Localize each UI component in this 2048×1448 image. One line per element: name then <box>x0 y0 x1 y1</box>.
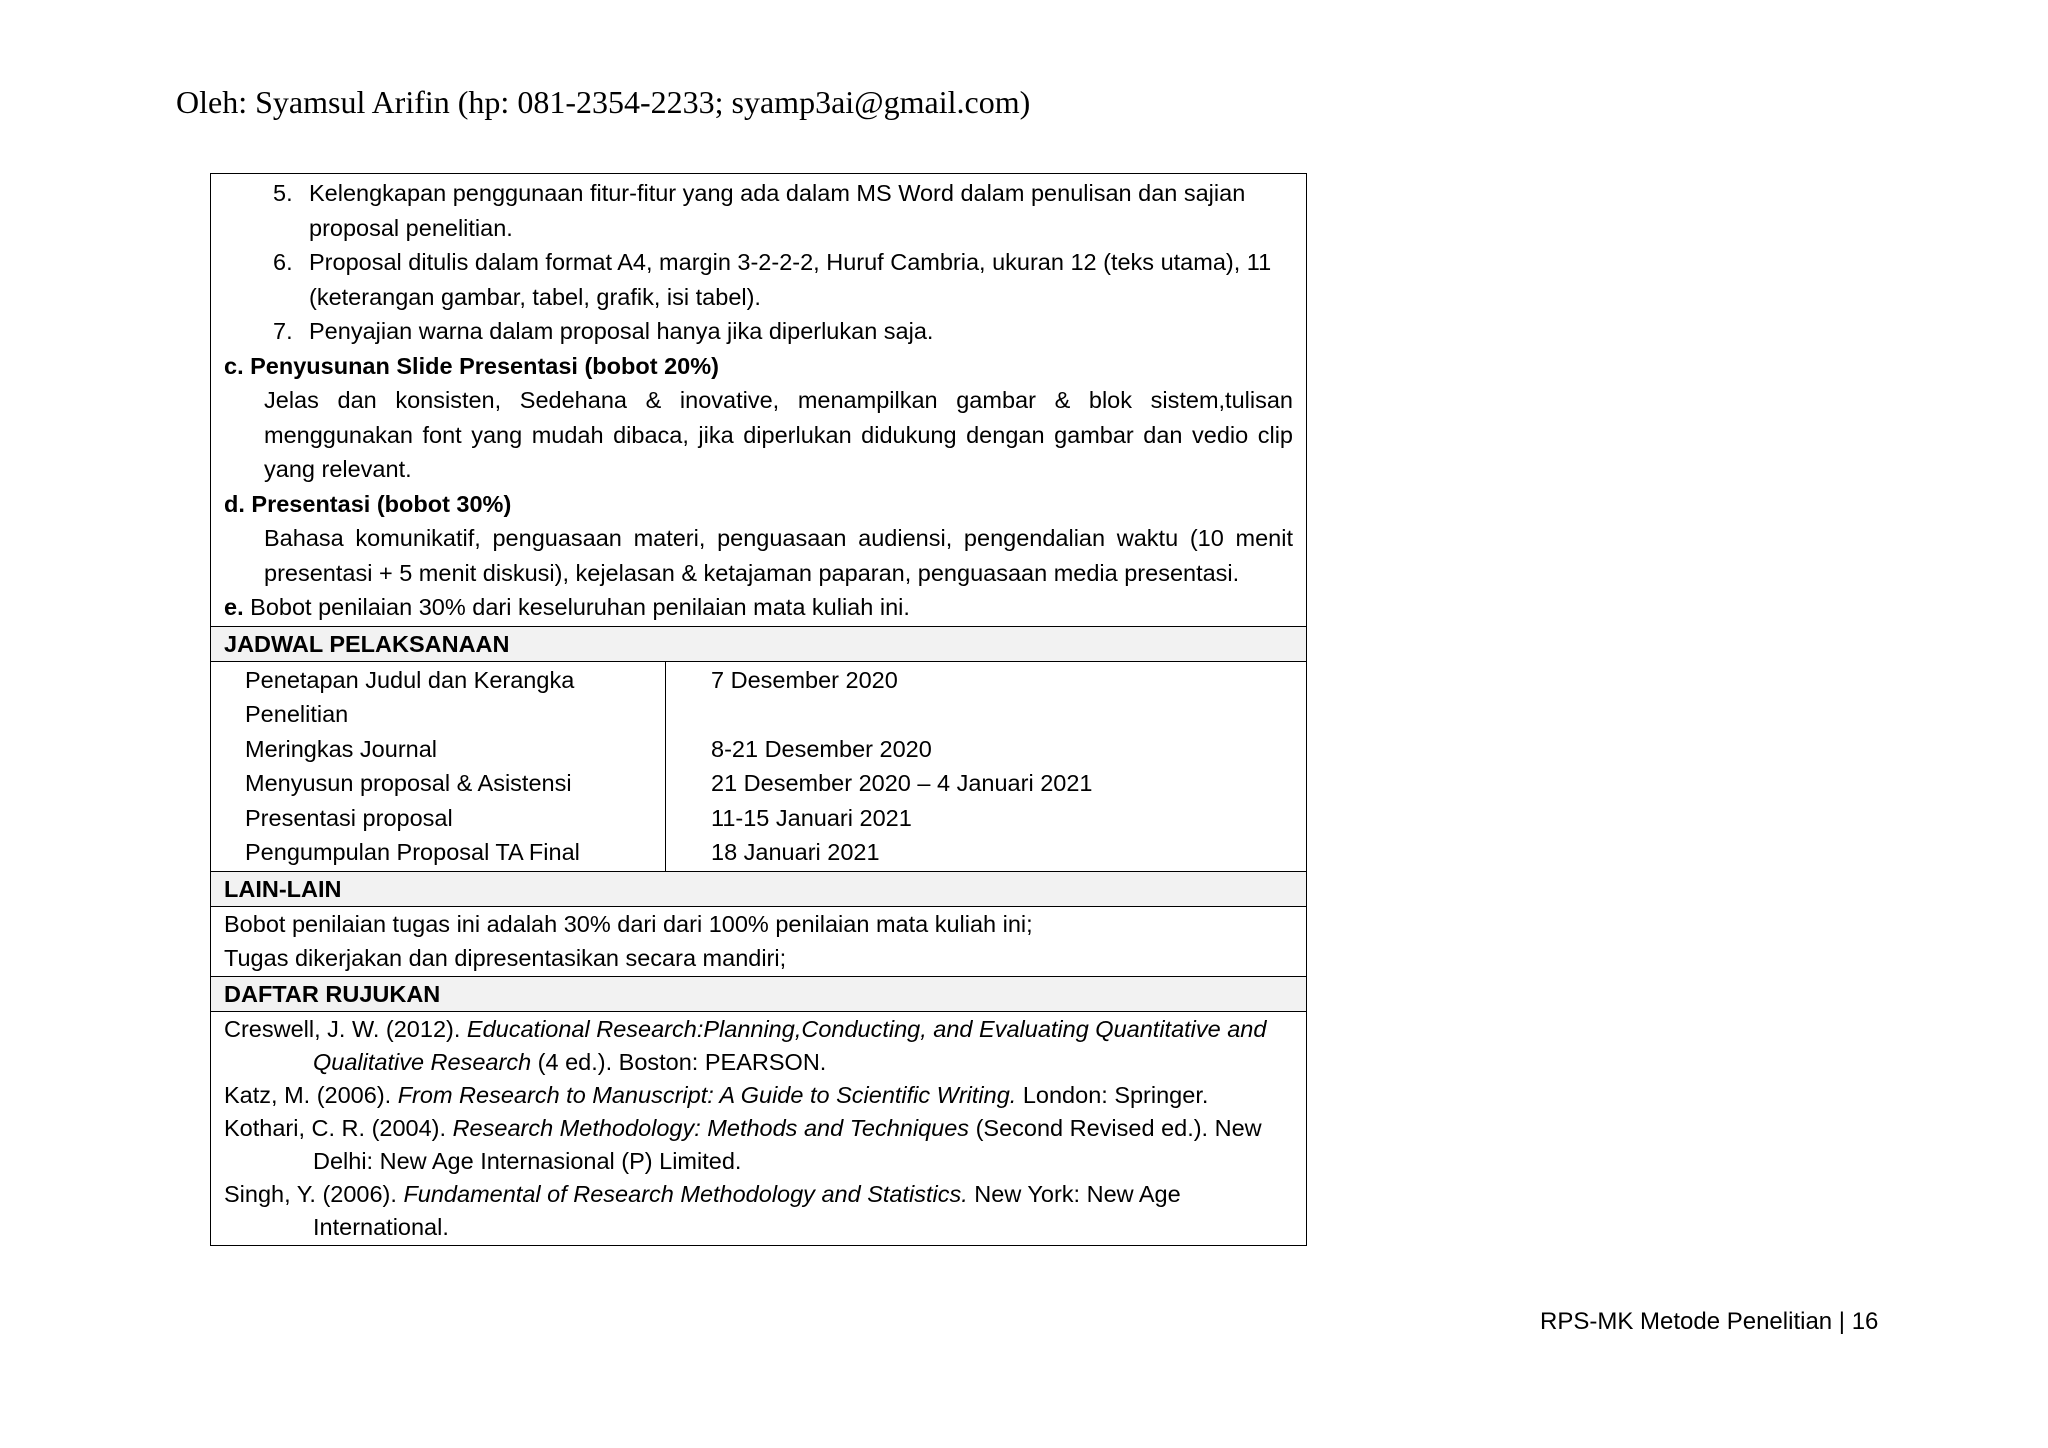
slide-presentation-text: Jelas dan konsisten, Sedehana & inovative, menampilkan gambar & blok sistem,tulisan menggunakan font yang mudah dibaca, jika diperlukan didukung dengan gambar dan vedio clip yang relevant. <box>264 387 1293 482</box>
weight-note: e. Bobot penilaian 30% dari keseluruhan penilaian mata kuliah ini. <box>224 594 910 620</box>
reference-item: Singh, Y. (2006). Fundamental of Research Methodology and Statistics. New York: New Age International. <box>224 1180 1181 1240</box>
presentation-text: Bahasa komunikatif, penguasaan materi, penguasaan audiensi, pengendalian waktu (10 menit presentasi + 5 menit diskusi), kejelasan & ketajaman paparan, penguasaan media presentasi. <box>264 525 1293 586</box>
schedule-divider <box>665 662 666 871</box>
reference-item: Creswell, J. W. (2012). Educational Research:Planning,Conducting, and Evaluating Quantitative and Qualitative Research (4 ed.). Boston: PEARSON. <box>224 1015 1267 1075</box>
rps-table <box>210 173 1307 1246</box>
other-line: Bobot penilaian tugas ini adalah 30% dari dari 100% penilaian mata kuliah ini; <box>224 910 1033 937</box>
reference-item: Kothari, C. R. (2004). Research Methodology: Methods and Techniques (Second Revised ed.). New Delhi: New Age Internasional (P) Limited. <box>224 1114 1262 1174</box>
page-footer: RPS-MK Metode Penelitian | 16 <box>1540 1308 1879 1335</box>
reference-item: Katz, M. (2006). From Research to Manuscript: A Guide to Scientific Writing. London: Springer. <box>224 1081 1209 1108</box>
schedule-row: Penetapan Judul dan Kerangka Penelitian 7 Desember 2020 <box>245 666 898 727</box>
schedule-row: Menyusun proposal & Asistensi 21 Desember 2020 – 4 Januari 2021 <box>245 770 1093 796</box>
references-cell <box>211 1011 1307 1245</box>
references-heading-cell <box>211 976 1307 1011</box>
schedule-cell <box>211 661 1307 871</box>
criteria-item: 6. Proposal ditulis dalam format A4, margin 3-2-2-2, Huruf Cambria, ukuran 12 (teks utama), 11 (keterangan gambar, tabel, grafik, isi tabel). <box>273 249 1272 310</box>
schedule-heading-cell <box>211 626 1307 661</box>
schedule-row: Pengumpulan Proposal TA Final 18 Januari 2021 <box>245 839 880 865</box>
criteria-item: 7. Penyajian warna dalam proposal hanya jika diperlukan saja. <box>273 318 934 344</box>
slide-presentation-heading: c. Penyusunan Slide Presentasi (bobot 20%) <box>224 352 719 379</box>
other-heading-cell <box>211 871 1307 906</box>
other-cell <box>211 906 1307 976</box>
schedule-row: Meringkas Journal 8-21 Desember 2020 <box>245 735 932 762</box>
schedule-row: Presentasi proposal 11-15 Januari 2021 <box>245 804 912 831</box>
author-line: Oleh: Syamsul Arifin (hp: 081-2354-2233; syamp3ai@gmail.com) <box>176 84 1031 120</box>
criteria-item: 5. Kelengkapan penggunaan fitur-fitur yang ada dalam MS Word dalam penulisan dan sajian proposal penelitian. <box>273 180 1246 241</box>
schedule-heading: JADWAL PELAKSANAAN <box>211 627 1306 661</box>
other-heading: LAIN-LAIN <box>211 872 1306 906</box>
references-heading: DAFTAR RUJUKAN <box>211 977 1306 1011</box>
other-line: Tugas dikerjakan dan dipresentasikan secara mandiri; <box>224 945 787 971</box>
presentation-heading: d. Presentasi (bobot 30%) <box>224 490 512 517</box>
criteria-cell <box>211 174 1307 627</box>
